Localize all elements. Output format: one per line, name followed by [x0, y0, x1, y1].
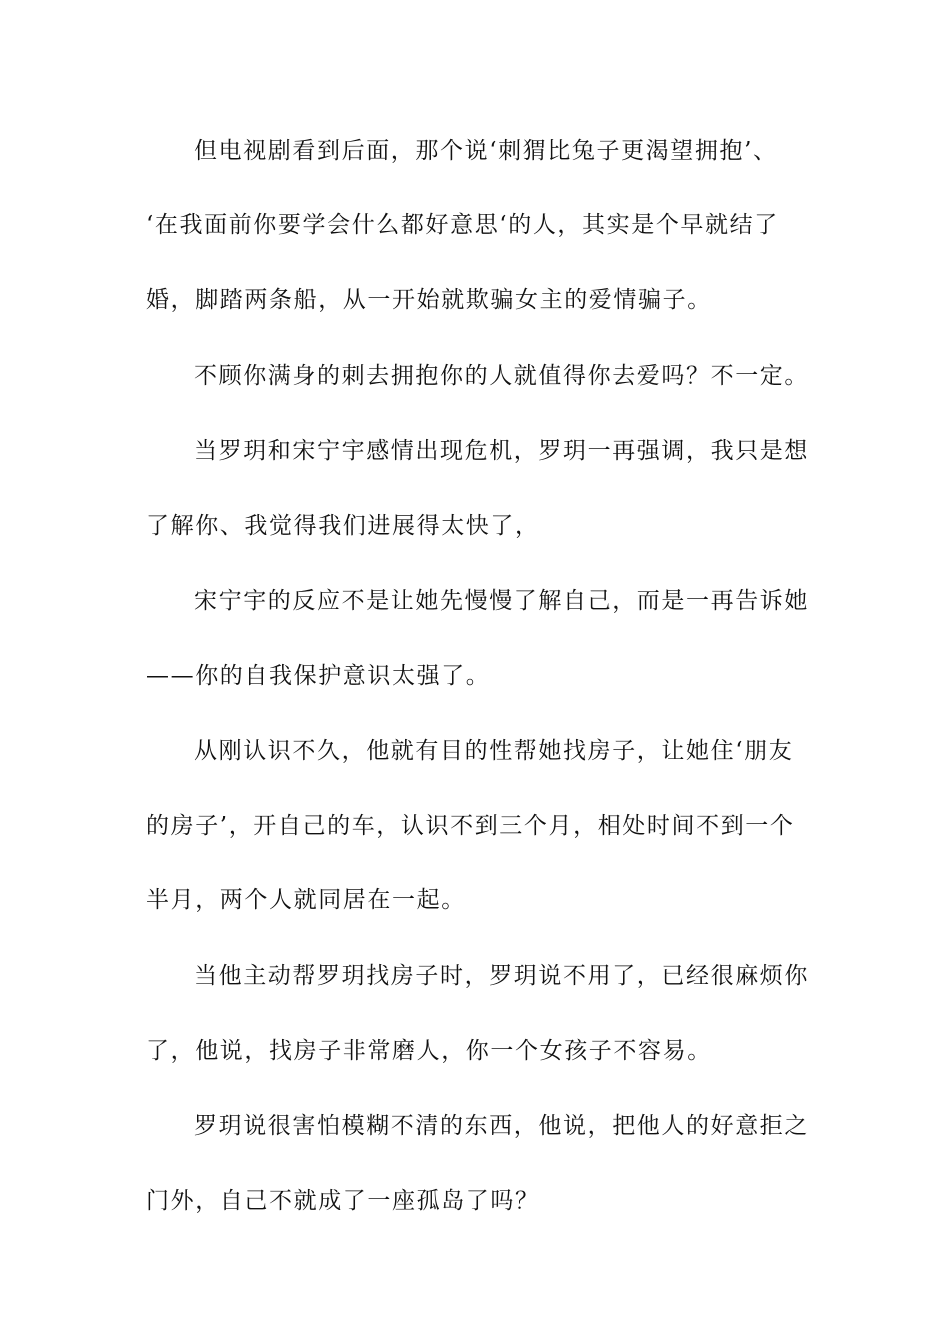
text-line-5: 当罗玥和宋宁宇感情出现危机，罗玥一再强调，我只是想	[194, 438, 809, 464]
text-line-8: ——你的自我保护意识太强了。	[146, 663, 491, 689]
text-line-4: 不顾你满身的刺去拥抱你的人就值得你去爱吗？不一定。	[194, 363, 809, 389]
text-line-2: ‘在我面前你要学会什么都好意思‘的人，其实是个早就结了	[146, 212, 779, 238]
text-line-3: 婚，脚踏两条船，从一开始就欺骗女主的爱情骗子。	[146, 287, 712, 313]
text-line-6: 了解你、我觉得我们进展得太快了，	[146, 513, 540, 539]
text-line-15: 门外，自己不就成了一座孤岛了吗？	[146, 1188, 540, 1214]
text-line-10: 的房子’，开自己的车，认识不到三个月，相处时间不到一个	[146, 813, 795, 839]
text-line-9: 从刚认识不久，他就有目的性帮她找房子，让她住‘朋友	[194, 738, 794, 764]
text-line-11: 半月，两个人就同居在一起。	[146, 887, 466, 913]
text-line-1: 但电视剧看到后面，那个说‘刺猬比兔子更渴望拥抱’、	[194, 138, 778, 164]
text-line-13: 了，他说，找房子非常磨人，你一个女孩子不容易。	[146, 1038, 712, 1064]
text-line-7: 宋宁宇的反应不是让她先慢慢了解自己，而是一再告诉她	[194, 588, 809, 614]
text-line-12: 当他主动帮罗玥找房子时，罗玥说不用了，已经很麻烦你	[194, 963, 809, 989]
text-line-14: 罗玥说很害怕模糊不清的东西，他说，把他人的好意拒之	[194, 1113, 809, 1139]
